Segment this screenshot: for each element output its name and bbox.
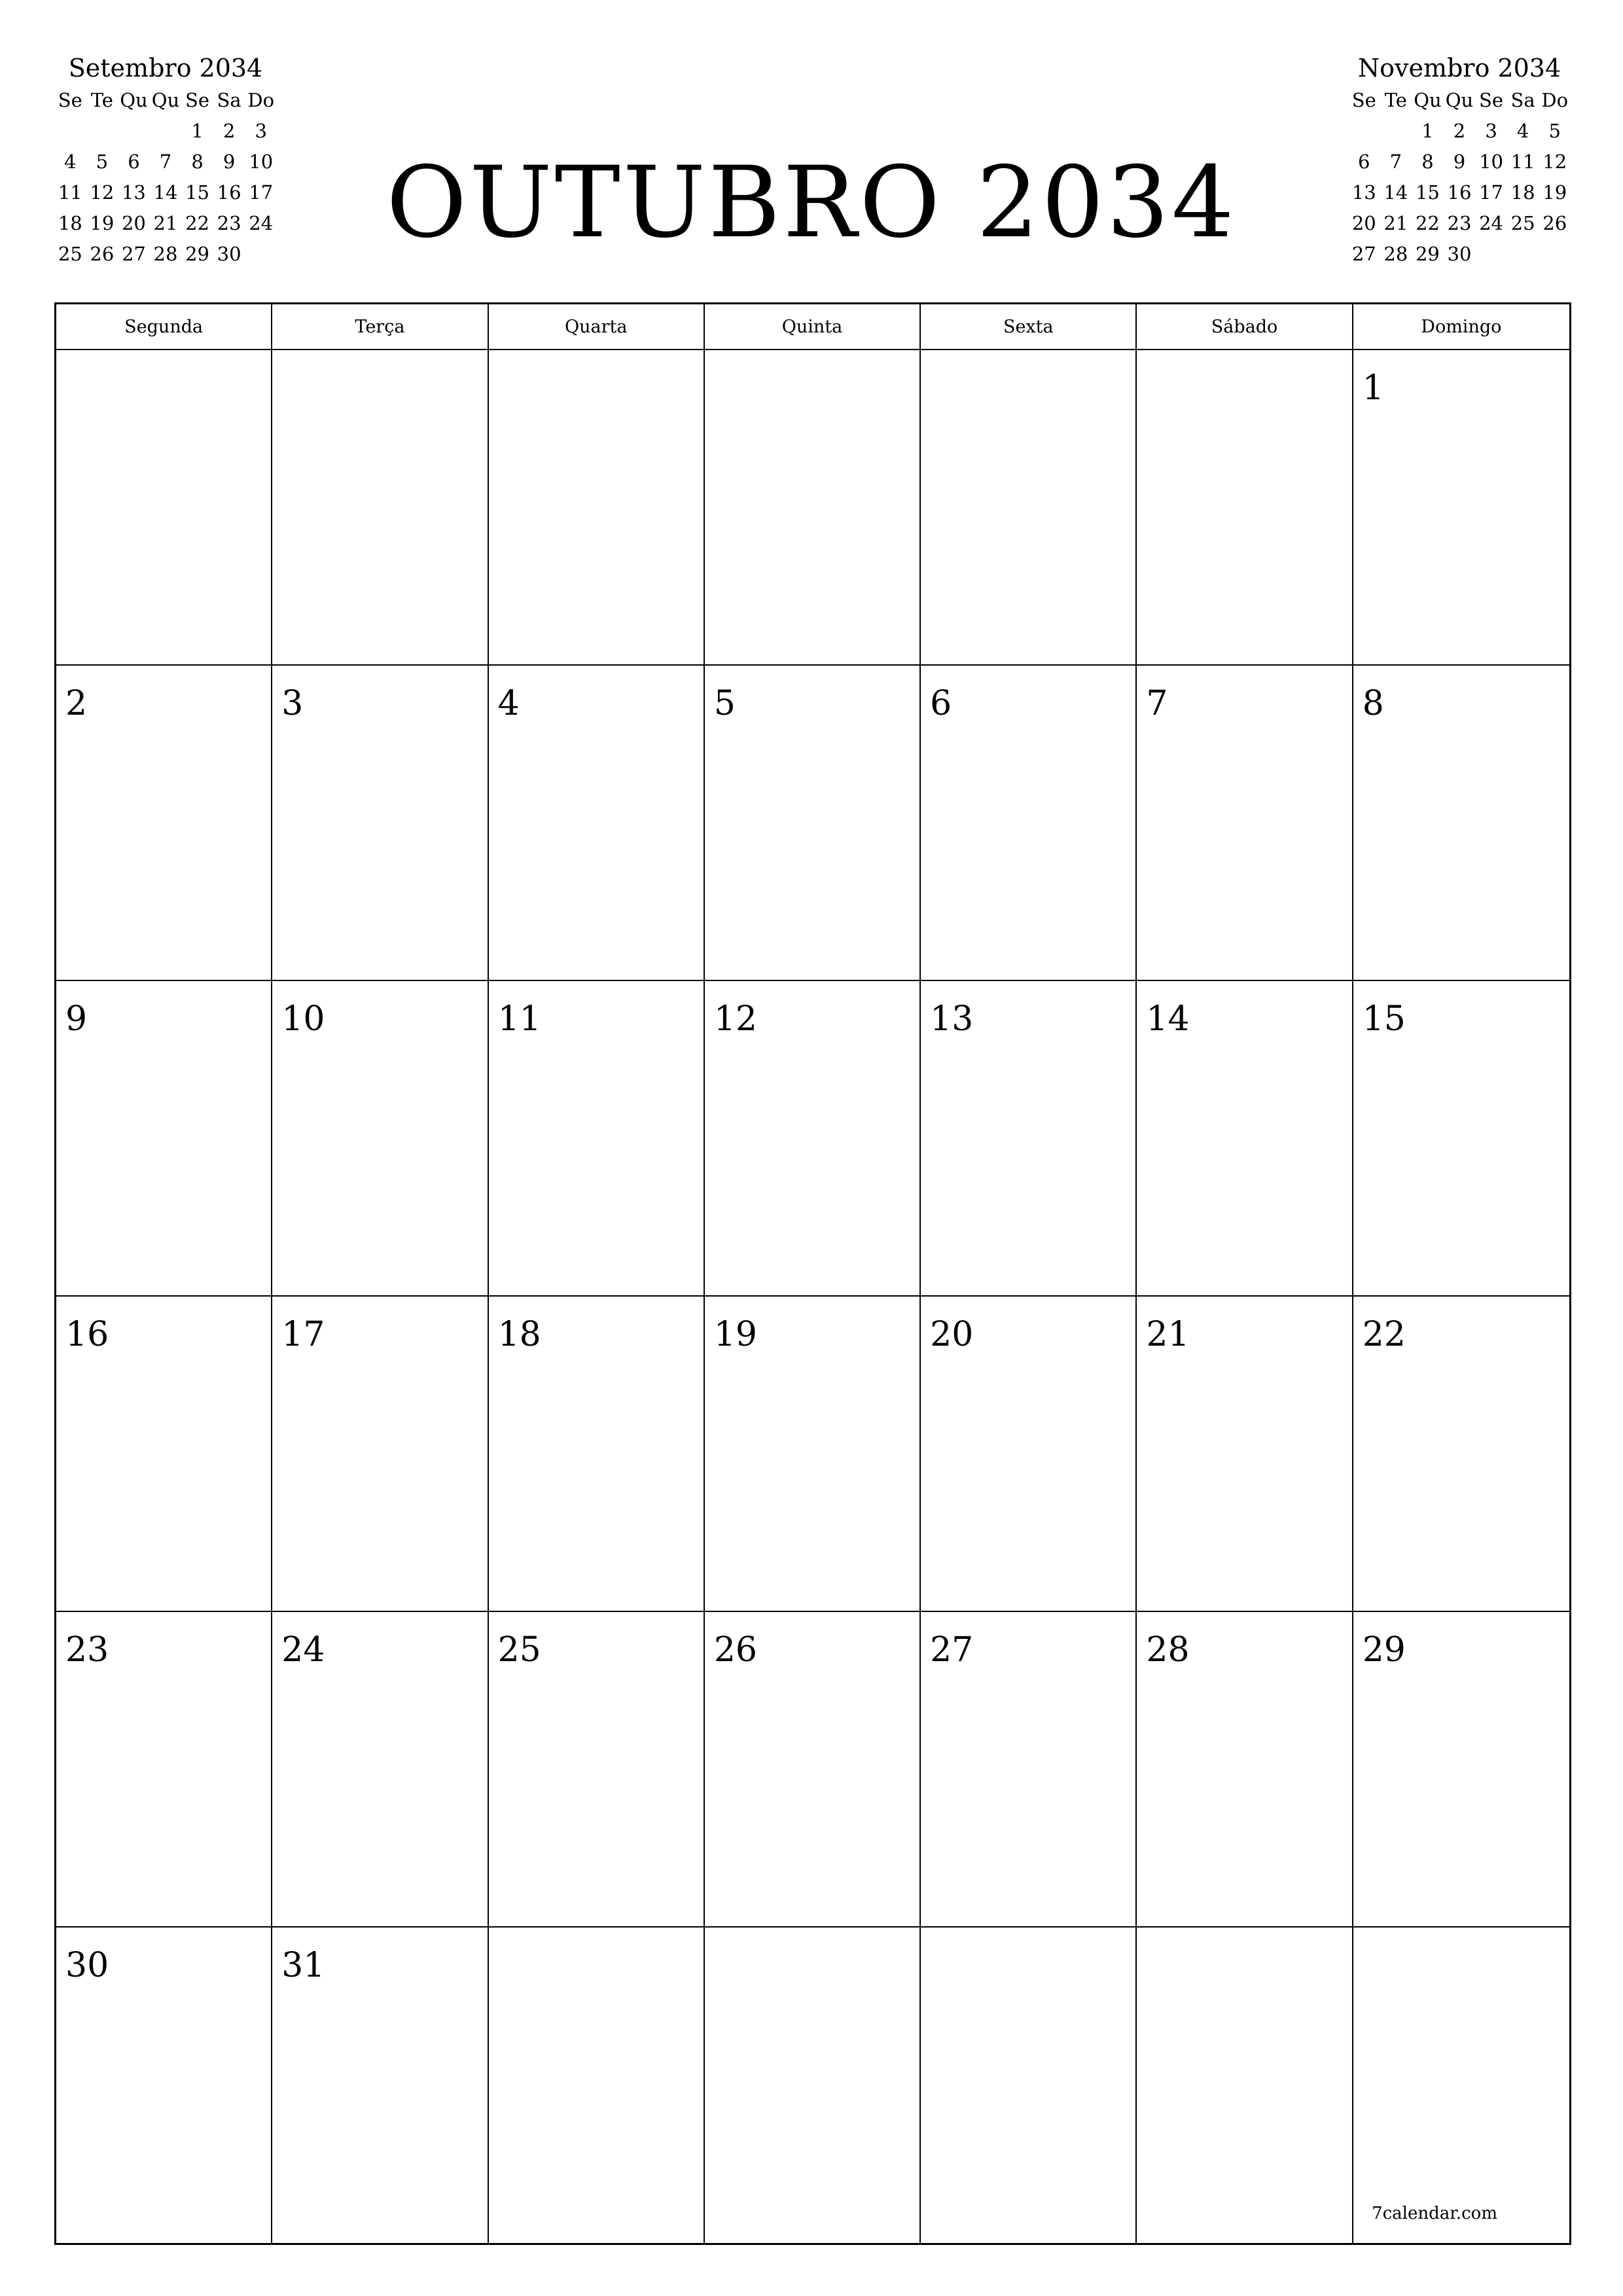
day-cell [921,981,1137,1297]
day-cell [1353,1297,1569,1612]
mini-day: 2 [1453,120,1466,142]
weekday-header: Sexta [921,304,1137,350]
mini-day: 5 [96,151,109,173]
day-cell [489,666,705,981]
day-number: 25 [497,1630,541,1670]
mini-day: 23 [1447,212,1472,234]
day-number: 28 [1146,1630,1190,1670]
day-cell [705,1297,921,1612]
mini-day: 4 [1516,120,1529,142]
mini-day: 28 [153,243,178,265]
mini-day: 26 [90,243,115,265]
mini-day: 25 [1510,212,1535,234]
day-cell [56,1928,272,2243]
day-cell [489,1928,705,2243]
mini-day: 22 [185,212,210,234]
weekday-header: Quinta [705,304,921,350]
day-cell [921,350,1137,666]
weekday-header: Sábado [1137,304,1353,350]
day-cell [56,981,272,1297]
mini-calendar-previous-title: Setembro 2034 [68,54,263,82]
mini-day: 21 [1383,212,1408,234]
footer-credit: 7calendar.com [1372,2204,1497,2223]
mini-day: 13 [121,181,146,204]
day-number: 5 [713,684,736,723]
mini-day: 4 [64,151,77,173]
mini-day: 17 [249,181,274,204]
mini-weekday: Qu [1414,89,1442,111]
mini-day: 11 [1510,151,1535,173]
day-cell [921,1612,1137,1928]
mini-day: 27 [1351,243,1376,265]
day-number: 19 [713,1315,758,1354]
day-cell [1353,350,1569,666]
mini-day: 24 [249,212,274,234]
day-cell [1137,1297,1353,1612]
mini-weekday: Qu [120,89,148,111]
day-number: 23 [65,1630,109,1670]
day-cell [272,1297,488,1612]
weekday-header: Domingo [1353,304,1569,350]
mini-day: 15 [185,181,210,204]
day-number: 31 [281,1946,325,1985]
mini-day: 22 [1415,212,1440,234]
day-number: 13 [930,999,974,1039]
mini-day: 20 [1351,212,1376,234]
mini-day: 12 [90,181,115,204]
mini-weekday: Se [1351,89,1376,111]
mini-day: 16 [1447,181,1472,204]
mini-day: 29 [1415,243,1440,265]
mini-weekday: Qu [151,89,180,111]
mini-day: 30 [1447,243,1472,265]
mini-day: 10 [249,151,274,173]
day-number: 1 [1362,368,1384,408]
day-cell [272,981,488,1297]
day-cell [1137,666,1353,981]
mini-weekday: Sa [1510,89,1535,111]
mini-day: 3 [1485,120,1497,142]
mini-day: 7 [1389,151,1402,173]
day-cell [56,666,272,981]
mini-day: 21 [153,212,178,234]
day-number: 11 [497,999,541,1039]
day-number: 14 [1146,999,1190,1039]
mini-day: 8 [191,151,204,173]
day-cell [1353,1612,1569,1928]
day-cell [489,350,705,666]
mini-day: 18 [58,212,82,234]
mini-day: 6 [128,151,140,173]
day-cell [489,1612,705,1928]
mini-day: 25 [58,243,82,265]
day-cell [705,350,921,666]
mini-day: 19 [90,212,115,234]
mini-weekday: Sa [217,89,241,111]
day-cell [1137,350,1353,666]
day-cell [272,666,488,981]
mini-day: 19 [1543,181,1567,204]
mini-day: 17 [1479,181,1504,204]
day-number: 3 [281,684,304,723]
day-number: 18 [497,1315,541,1354]
mini-day: 15 [1415,181,1440,204]
weekday-header: Terça [272,304,488,350]
day-cell [56,350,272,666]
mini-day: 28 [1383,243,1408,265]
page-title: OUTUBRO 2034 [386,146,1237,260]
mini-day: 12 [1543,151,1567,173]
mini-calendar-next-title: Novembro 2034 [1357,54,1561,82]
mini-day: 9 [1453,151,1466,173]
mini-day: 2 [223,120,236,142]
day-number: 10 [281,999,325,1039]
day-cell [1353,981,1569,1297]
day-cell [272,1612,488,1928]
mini-weekday: Se [185,89,210,111]
day-cell [921,1297,1137,1612]
day-number: 8 [1362,684,1384,723]
mini-day: 27 [121,243,146,265]
day-cell [56,1612,272,1928]
mini-day: 11 [58,181,82,204]
day-number: 22 [1362,1315,1406,1354]
mini-day: 16 [217,181,241,204]
day-number: 29 [1362,1630,1406,1670]
mini-day: 1 [1421,120,1434,142]
day-number: 16 [65,1315,109,1354]
mini-day: 30 [217,243,241,265]
day-cell [489,1297,705,1612]
mini-weekday: Qu [1445,89,1474,111]
mini-day: 20 [121,212,146,234]
mini-day: 8 [1421,151,1434,173]
day-number: 26 [713,1630,758,1670]
mini-day: 24 [1479,212,1504,234]
day-cell [705,666,921,981]
day-number: 21 [1146,1315,1190,1354]
mini-day: 6 [1358,151,1370,173]
mini-weekday: Se [1479,89,1504,111]
day-cell [272,1928,488,2243]
day-number: 24 [281,1630,325,1670]
day-cell [921,1928,1137,2243]
day-number: 2 [65,684,88,723]
mini-weekday: Do [1541,89,1569,111]
day-number: 30 [65,1946,109,1985]
mini-day: 5 [1548,120,1561,142]
mini-weekday: Te [90,89,113,111]
day-cell [272,350,488,666]
mini-day: 29 [185,243,210,265]
day-number: 7 [1146,684,1168,723]
day-cell [705,981,921,1297]
mini-day: 10 [1479,151,1504,173]
day-cell [1353,1928,1569,2243]
day-cell [705,1928,921,2243]
day-number: 4 [497,684,520,723]
day-cell [921,666,1137,981]
mini-weekday: Do [247,89,275,111]
mini-day: 26 [1543,212,1567,234]
mini-day: 9 [223,151,236,173]
weekday-header: Segunda [56,304,272,350]
weekday-header: Quarta [489,304,705,350]
month-grid [54,302,1571,2245]
mini-day: 3 [255,120,267,142]
mini-day: 14 [153,181,178,204]
mini-day: 1 [191,120,204,142]
day-cell [56,1297,272,1612]
mini-weekday: Se [58,89,82,111]
day-cell [1137,1612,1353,1928]
mini-weekday: Te [1384,89,1407,111]
day-cell [1353,666,1569,981]
day-number: 27 [930,1630,974,1670]
day-number: 6 [930,684,952,723]
mini-day: 13 [1351,181,1376,204]
day-cell [1137,981,1353,1297]
mini-day: 14 [1383,181,1408,204]
day-number: 9 [65,999,88,1039]
day-number: 20 [930,1315,974,1354]
day-number: 15 [1362,999,1406,1039]
mini-day: 23 [217,212,241,234]
day-number: 12 [713,999,758,1039]
day-cell [1137,1928,1353,2243]
day-number: 17 [281,1315,325,1354]
day-cell [705,1612,921,1928]
day-cell [489,981,705,1297]
mini-day: 7 [159,151,172,173]
mini-day: 18 [1510,181,1535,204]
